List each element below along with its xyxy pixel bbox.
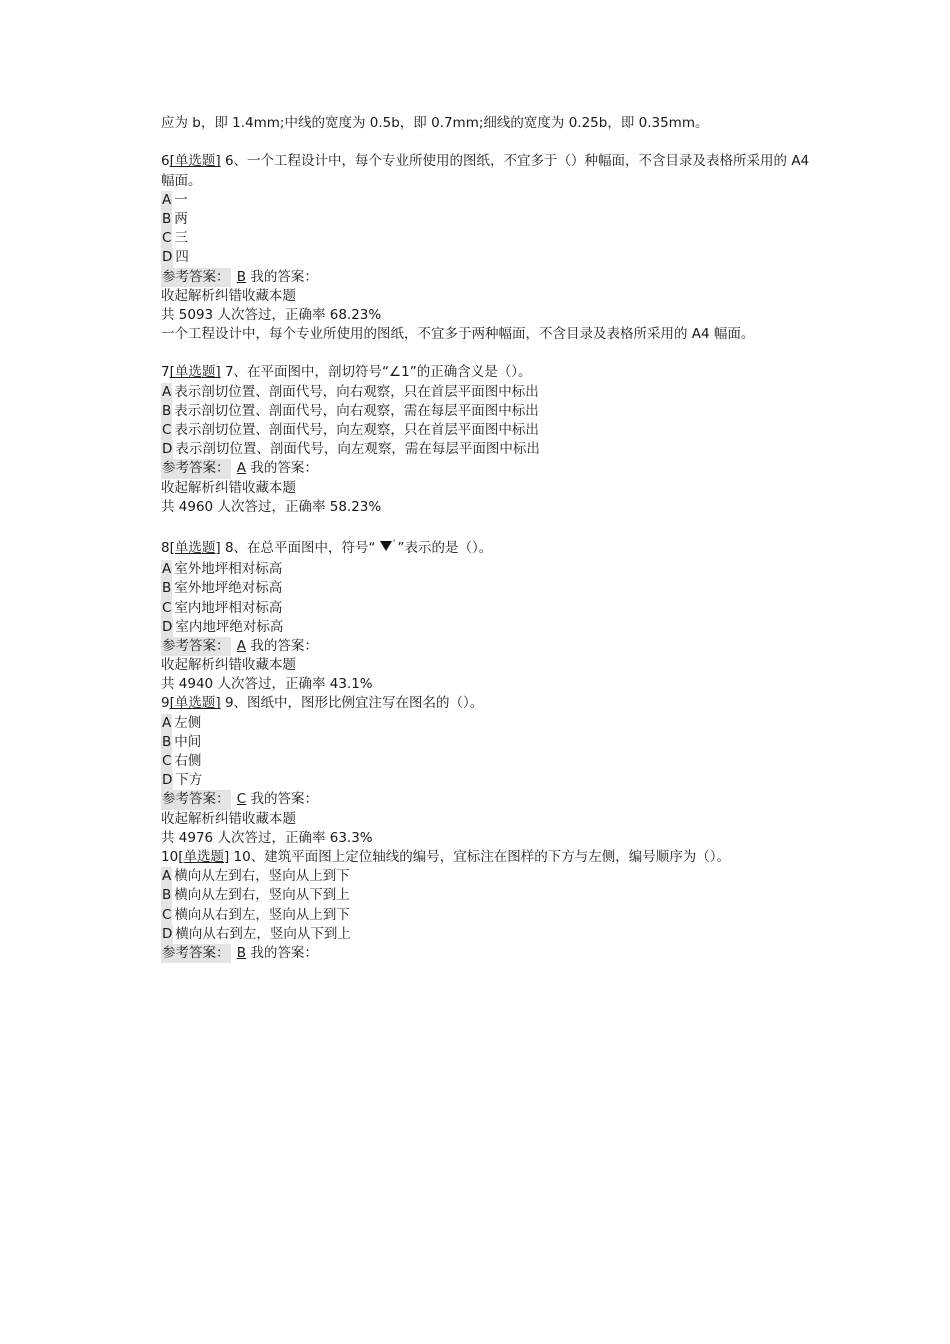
reference-answer: B <box>236 944 247 961</box>
question-10 <box>161 848 821 963</box>
question-number: 6 <box>161 153 170 170</box>
option-c[interactable]: C 表示剖切位置、剖面代号，向左观察，只在首层平面图中标出 <box>161 421 821 440</box>
reference-answer: A <box>236 637 247 654</box>
question-stem <box>161 363 821 382</box>
question-text: 7、在平面图中，剖切符号“∠1”的正确含义是（）。 <box>224 364 532 381</box>
option-a[interactable]: A 一 <box>161 191 821 210</box>
option-a[interactable]: A 室外地坪相对标高 <box>161 560 821 579</box>
option-d[interactable]: D 四 <box>161 248 821 267</box>
document-content <box>161 114 821 963</box>
question-stem <box>161 848 821 867</box>
option-d[interactable]: D 表示剖切位置、剖面代号，向左观察，需在每层平面图中标出 <box>161 440 821 459</box>
question-number: 10 <box>161 848 179 865</box>
answer-stats: 共 4940 人次答过，正确率 43.1% <box>161 676 373 693</box>
question-7 <box>161 363 821 517</box>
reference-answer: B <box>236 268 247 285</box>
option-c[interactable]: C 横向从右到左，竖向从上到下 <box>161 906 821 925</box>
answer-line: 参考答案： B 我的答案： <box>161 268 821 287</box>
option-d[interactable]: D 横向从右到左，竖向从下到上 <box>161 925 821 944</box>
answer-line: 参考答案： C 我的答案： <box>161 790 821 809</box>
question-number: 8 <box>161 540 170 557</box>
question-number: 9 <box>161 695 170 712</box>
answer-line: 参考答案： A 我的答案： <box>161 459 821 478</box>
answer-stats: 共 4960 人次答过，正确率 58.23% <box>161 498 382 515</box>
option-d[interactable]: D 下方 <box>161 771 821 790</box>
question-type-link[interactable]: [单选题] <box>178 848 230 865</box>
reference-answer: A <box>236 460 247 477</box>
filled-triangle-elevation-icon <box>378 539 396 553</box>
option-d[interactable]: D 室内地坪绝对标高 <box>161 618 821 637</box>
option-b[interactable]: B 两 <box>161 210 821 229</box>
question-type-link[interactable]: [单选题] <box>169 153 221 170</box>
question-8 <box>161 536 821 694</box>
option-c[interactable]: C 三 <box>161 229 821 248</box>
answer-line: 参考答案： A 我的答案： <box>161 637 821 656</box>
question-text: 6、一个工程设计中，每个专业所使用的图纸，不宜多于（）种幅面，不含目录及表格所采用的 A4 幅面。 <box>161 153 810 189</box>
question-text-before: 8、在总平面图中，符号“ <box>224 540 376 557</box>
option-b[interactable]: B 中间 <box>161 733 821 752</box>
question-9 <box>161 694 821 848</box>
option-b[interactable]: B 横向从左到右，竖向从下到上 <box>161 886 821 905</box>
answer-stats: 共 5093 人次答过，正确率 68.23% <box>161 306 382 323</box>
answer-stats: 共 4976 人次答过，正确率 63.3% <box>161 829 373 846</box>
answer-explanation: 一个工程设计中，每个专业所使用的图纸，不宜多于两种幅面，不含目录及表格所采用的 A4 幅面。 <box>161 326 755 343</box>
question-stem <box>161 694 821 713</box>
question-type-link[interactable]: [单选题] <box>169 695 221 712</box>
question-text: 10、建筑平面图上定位轴线的编号，宜标注在图样的下方与左侧，编号顺序为（）。 <box>233 848 730 865</box>
question-actions[interactable]: 收起解析纠错收藏本题 <box>161 479 296 496</box>
option-a[interactable]: A 左侧 <box>161 714 821 733</box>
option-b[interactable]: B 室外地坪绝对标高 <box>161 579 821 598</box>
question-actions[interactable]: 收起解析纠错收藏本题 <box>161 810 296 827</box>
option-a[interactable]: A 表示剖切位置、剖面代号，向右观察，只在首层平面图中标出 <box>161 383 821 402</box>
question-stem <box>161 152 821 190</box>
option-a[interactable]: A 横向从左到右，竖向从上到下 <box>161 867 821 886</box>
option-c[interactable]: C 室内地坪相对标高 <box>161 599 821 618</box>
question-stem <box>161 536 821 560</box>
question-type-link[interactable]: [单选题] <box>169 364 221 381</box>
question-text: 9、图纸中，图形比例宜注写在图名的（）。 <box>224 695 484 712</box>
question-type-link[interactable]: [单选题] <box>169 540 221 557</box>
question-actions[interactable]: 收起解析纠错收藏本题 <box>161 657 296 674</box>
intro-text: 应为 b，即 1.4mm;中线的宽度为 0.5b，即 0.7mm;细线的宽度为 0.25b，即 0.35mm。 <box>161 115 709 131</box>
reference-answer: C <box>236 791 247 808</box>
question-actions[interactable]: 收起解析纠错收藏本题 <box>161 287 296 304</box>
option-b[interactable]: B 表示剖切位置、剖面代号，向右观察，需在每层平面图中标出 <box>161 402 821 421</box>
question-text-after: ”表示的是（）。 <box>397 540 493 557</box>
answer-line: 参考答案： B 我的答案： <box>161 944 821 963</box>
option-c[interactable]: C 右侧 <box>161 752 821 771</box>
question-6 <box>161 152 821 344</box>
question-number: 7 <box>161 364 170 381</box>
